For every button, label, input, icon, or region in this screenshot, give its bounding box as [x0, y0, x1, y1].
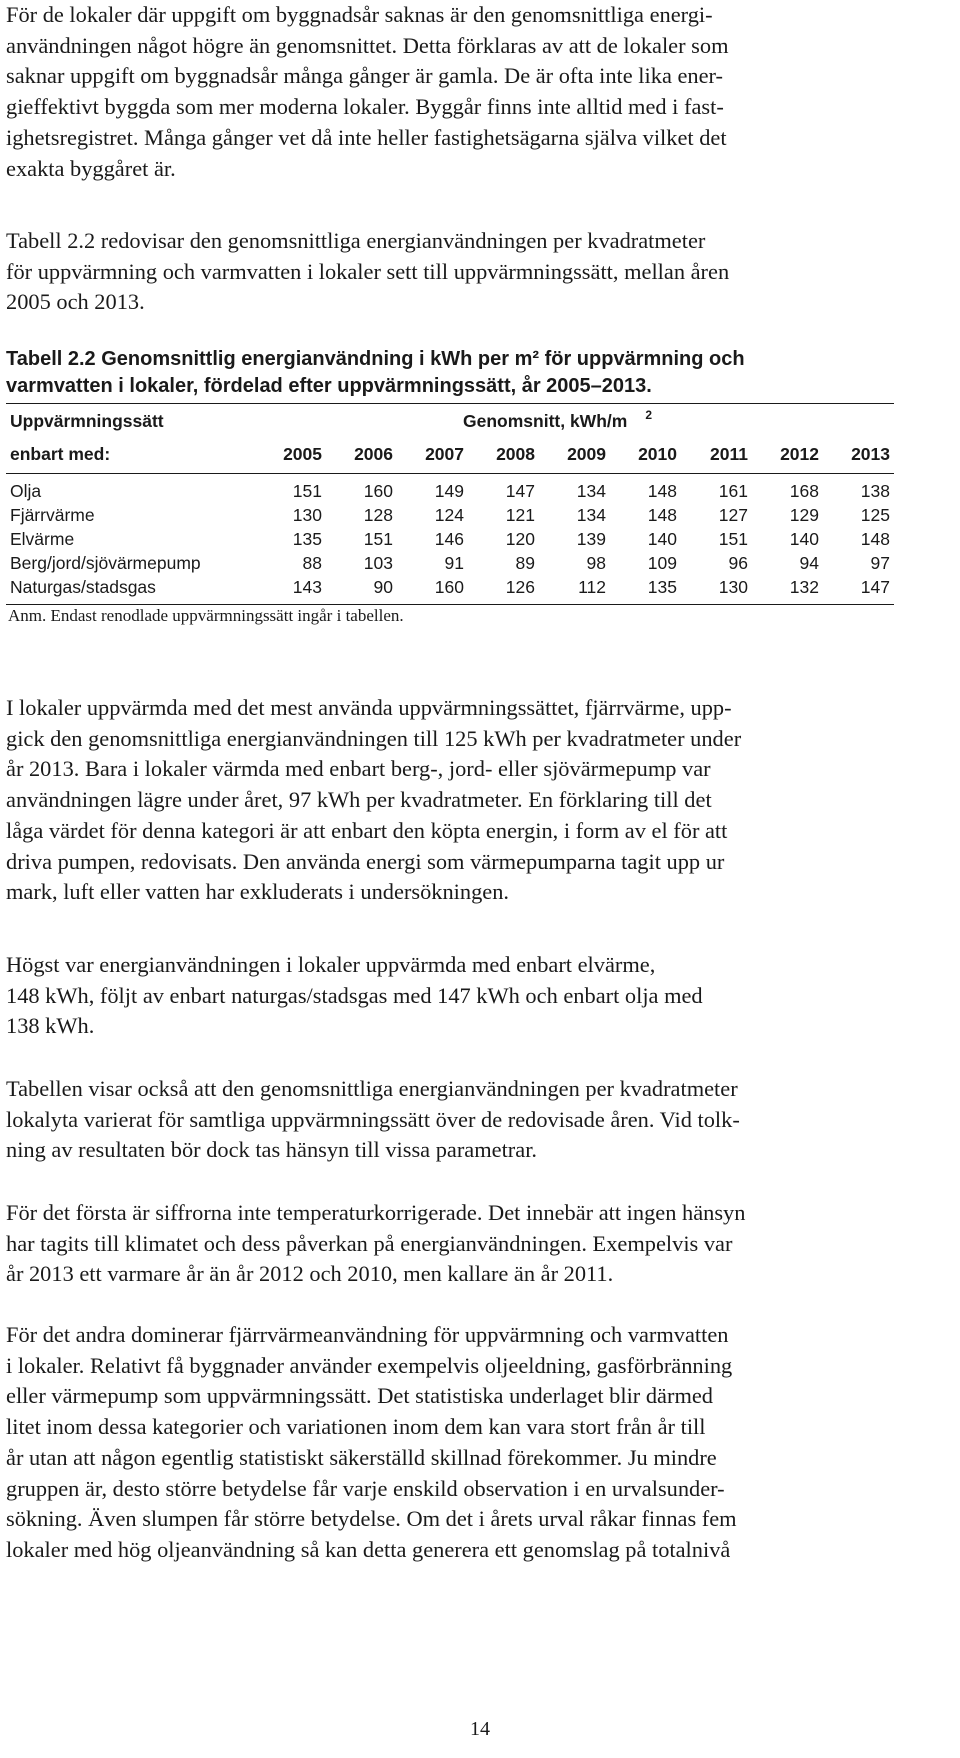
table-cell: 134 [576, 505, 606, 525]
body-paragraph [6, 1320, 956, 1566]
table-cell: 160 [434, 577, 464, 597]
year-header: 2011 [710, 444, 748, 464]
table-cell: 147 [505, 481, 535, 501]
table-cell: 120 [505, 529, 535, 549]
text-line: För det första är siffrorna inte temperaturkorrigerade. Det innebär att ingen hänsyn [6, 1200, 746, 1225]
text-line: mark, luft eller vatten har exkluderats i undersökningen. [6, 879, 510, 905]
table-cell: 121 [505, 505, 535, 525]
table-cell: 130 [292, 505, 322, 525]
row-label: Naturgas/stadsgas [10, 577, 156, 597]
table-row [6, 481, 894, 505]
table-header-heating-method: Uppvärmningssätt [10, 411, 164, 431]
table-header-row [6, 444, 894, 468]
table-cell: 139 [576, 529, 606, 549]
year-header: 2005 [283, 444, 322, 464]
table-cell: 147 [860, 577, 890, 597]
text-line: användningen något högre än genomsnittet. Detta förklaras av att de lokaler som [6, 32, 729, 58]
table-cell: 151 [718, 529, 748, 549]
table-title-line: Tabell 2.2 Genomsnittlig energianvändning i kWh per m² för uppvärmning och [6, 348, 745, 370]
table-cell: 148 [647, 505, 677, 525]
text-line: gieffektivt byggda som mer moderna lokaler. Byggår finns inte alltid med i fast- [6, 94, 724, 120]
text-line: för uppvärmning och varmvatten i lokaler sett till uppvärmningssätt, mellan åren [6, 258, 730, 284]
text-line: lokalyta varierat för samtliga uppvärmningssätt över de redovisade åren. Vid tolk- [6, 1106, 740, 1132]
table-cell: 89 [515, 553, 535, 573]
table-cell: 125 [860, 505, 890, 525]
year-header: 2009 [567, 444, 606, 464]
table-header-average [463, 408, 652, 432]
table-cell: 135 [647, 577, 677, 597]
table-cell: 127 [718, 505, 748, 525]
table-cell: 143 [292, 577, 322, 597]
text-line: eller värmepump som uppvärmningssätt. Det statistiska underlaget blir därmed [6, 1383, 713, 1409]
table-title-line: varmvatten i lokaler, fördelad efter uppvärmningssätt, år 2005–2013. [6, 375, 652, 397]
table-cell: 98 [586, 553, 606, 573]
text-line: användningen lägre under året, 97 kWh per kvadratmeter. En förklaring till det [6, 787, 712, 813]
text-line: gruppen är, desto större betydelse får varje enskild observation i en urvalsunder- [6, 1475, 725, 1501]
table-cell: 138 [860, 481, 890, 501]
text-line: gick den genomsnittliga energianvändningen till 125 kWh per kvadratmeter under [6, 725, 742, 751]
table-reference-paragraph [6, 226, 956, 318]
year-header: 2012 [780, 444, 819, 464]
row-label: Olja [10, 481, 42, 501]
table-row [6, 577, 894, 601]
text-line: driva pumpen, redovisats. Den använda energi som värmepumparna tagit upp ur [6, 848, 725, 874]
body-paragraph [6, 950, 956, 1042]
text-line: i lokaler. Relativt få byggnader använder exempelvis oljeeldning, gasförbränning [6, 1352, 733, 1378]
page-number: 14 [470, 1718, 490, 1740]
table-cell: 128 [363, 505, 393, 525]
table-cell: 132 [789, 577, 819, 597]
row-label: Berg/jord/sjövärmepump [10, 553, 201, 573]
table-cell: 134 [576, 481, 606, 501]
text-line: litet inom dessa kategorier och variationen inom dem kan vara stort från år till [6, 1414, 706, 1440]
text-line: lokaler med hög oljeanvändning så kan detta generera ett genomslag på totalnivå [6, 1536, 731, 1562]
text-line: För de lokaler där uppgift om byggnadsår saknas är den genomsnittliga energi- [6, 2, 713, 27]
table-cell: 91 [444, 553, 464, 573]
year-header: 2007 [425, 444, 464, 464]
table-cell: 130 [718, 577, 748, 597]
text-line: ning av resultaten bör dock tas hänsyn till vissa parametrar. [6, 1137, 538, 1163]
table-cell: 135 [292, 529, 322, 549]
table-header-row-label: enbart med: [10, 444, 111, 464]
text-line: låga värdet för denna kategori är att enbart den köpta energin, i form av el för att [6, 817, 728, 843]
table-cell: 151 [292, 481, 322, 501]
table-cell: 90 [373, 577, 393, 597]
table-row [6, 505, 894, 529]
year-header: 2008 [496, 444, 535, 464]
table-cell: 97 [870, 553, 890, 573]
text-line: För det andra dominerar fjärrvärmeanvändning för uppvärmning och varmvatten [6, 1322, 729, 1347]
text-line: 138 kWh. [6, 1013, 95, 1039]
body-paragraph [6, 693, 956, 908]
table-cell: 103 [363, 553, 393, 573]
row-label: Fjärrvärme [10, 505, 95, 525]
text-line: sökning. Även slumpen får större betydelse. Om det i årets urval råkar finnas fem [6, 1506, 737, 1532]
table-header-average-label: Genomsnitt, kWh/m [463, 411, 628, 431]
table-cell: 160 [363, 481, 393, 501]
table-cell: 88 [302, 553, 322, 573]
table-bottom-rule [6, 604, 894, 605]
row-label: Elvärme [10, 529, 75, 549]
table-cell: 126 [505, 577, 535, 597]
table-cell: 109 [647, 553, 677, 573]
table-header-rule [6, 473, 894, 474]
superscript: 2 [645, 408, 652, 422]
table-cell: 161 [718, 481, 748, 501]
table-row [6, 529, 894, 553]
text-line: Tabell 2.2 redovisar den genomsnittliga energianvändningen per kvadratmeter [6, 228, 706, 253]
table-cell: 96 [728, 553, 748, 573]
text-line: har tagits till klimatet och dess påverkan på energianvändningen. Exempelvis var [6, 1230, 733, 1256]
text-line: exakta byggåret är. [6, 155, 176, 181]
table-cell: 124 [434, 505, 464, 525]
table-cell: 149 [434, 481, 464, 501]
text-line: saknar uppgift om byggnadsår många gånger är gamla. De är ofta inte lika ener- [6, 63, 724, 89]
table-cell: 140 [789, 529, 819, 549]
table-note: Anm. Endast renodlade uppvärmningssätt ingår i tabellen. [8, 606, 404, 625]
table-cell: 140 [647, 529, 677, 549]
text-line: år utan att någon egentlig statistiskt säkerställd skillnad förekommer. Ju mindre [6, 1444, 717, 1470]
text-line: år 2013 ett varmare år än år 2012 och 2010, men kallare än år 2011. [6, 1261, 614, 1287]
body-paragraph [6, 1198, 956, 1290]
table-cell: 148 [647, 481, 677, 501]
table-cell: 112 [578, 577, 606, 597]
year-header: 2010 [638, 444, 677, 464]
table-cell: 129 [789, 505, 819, 525]
text-line: år 2013. Bara i lokaler värmda med enbart berg-, jord- eller sjövärmepump var [6, 756, 711, 782]
table-row [6, 553, 894, 577]
intro-paragraph [6, 0, 956, 184]
text-line: Tabellen visar också att den genomsnittliga energianvändningen per kvadratmeter [6, 1076, 738, 1101]
body-paragraph [6, 1074, 956, 1166]
text-line: I lokaler uppvärmda med det mest använda uppvärmningssättet, fjärrvärme, upp- [6, 695, 732, 720]
text-line: 2005 och 2013. [6, 289, 145, 315]
text-line: ighetsregistret. Många gånger vet då inte heller fastighetsägarna själva vilket det [6, 124, 727, 150]
table-cell: 146 [434, 529, 464, 549]
text-line: Högst var energianvändningen i lokaler uppvärmda med enbart elvärme, [6, 952, 656, 977]
table-cell: 168 [789, 481, 819, 501]
table-top-rule [6, 403, 894, 404]
table-cell: 148 [860, 529, 890, 549]
text-line: 148 kWh, följt av enbart naturgas/stadsgas med 147 kWh och enbart olja med [6, 982, 703, 1008]
year-header: 2006 [354, 444, 393, 464]
year-header: 2013 [851, 444, 890, 464]
table-cell: 94 [799, 553, 819, 573]
table-cell: 151 [363, 529, 393, 549]
table-title [6, 346, 906, 400]
